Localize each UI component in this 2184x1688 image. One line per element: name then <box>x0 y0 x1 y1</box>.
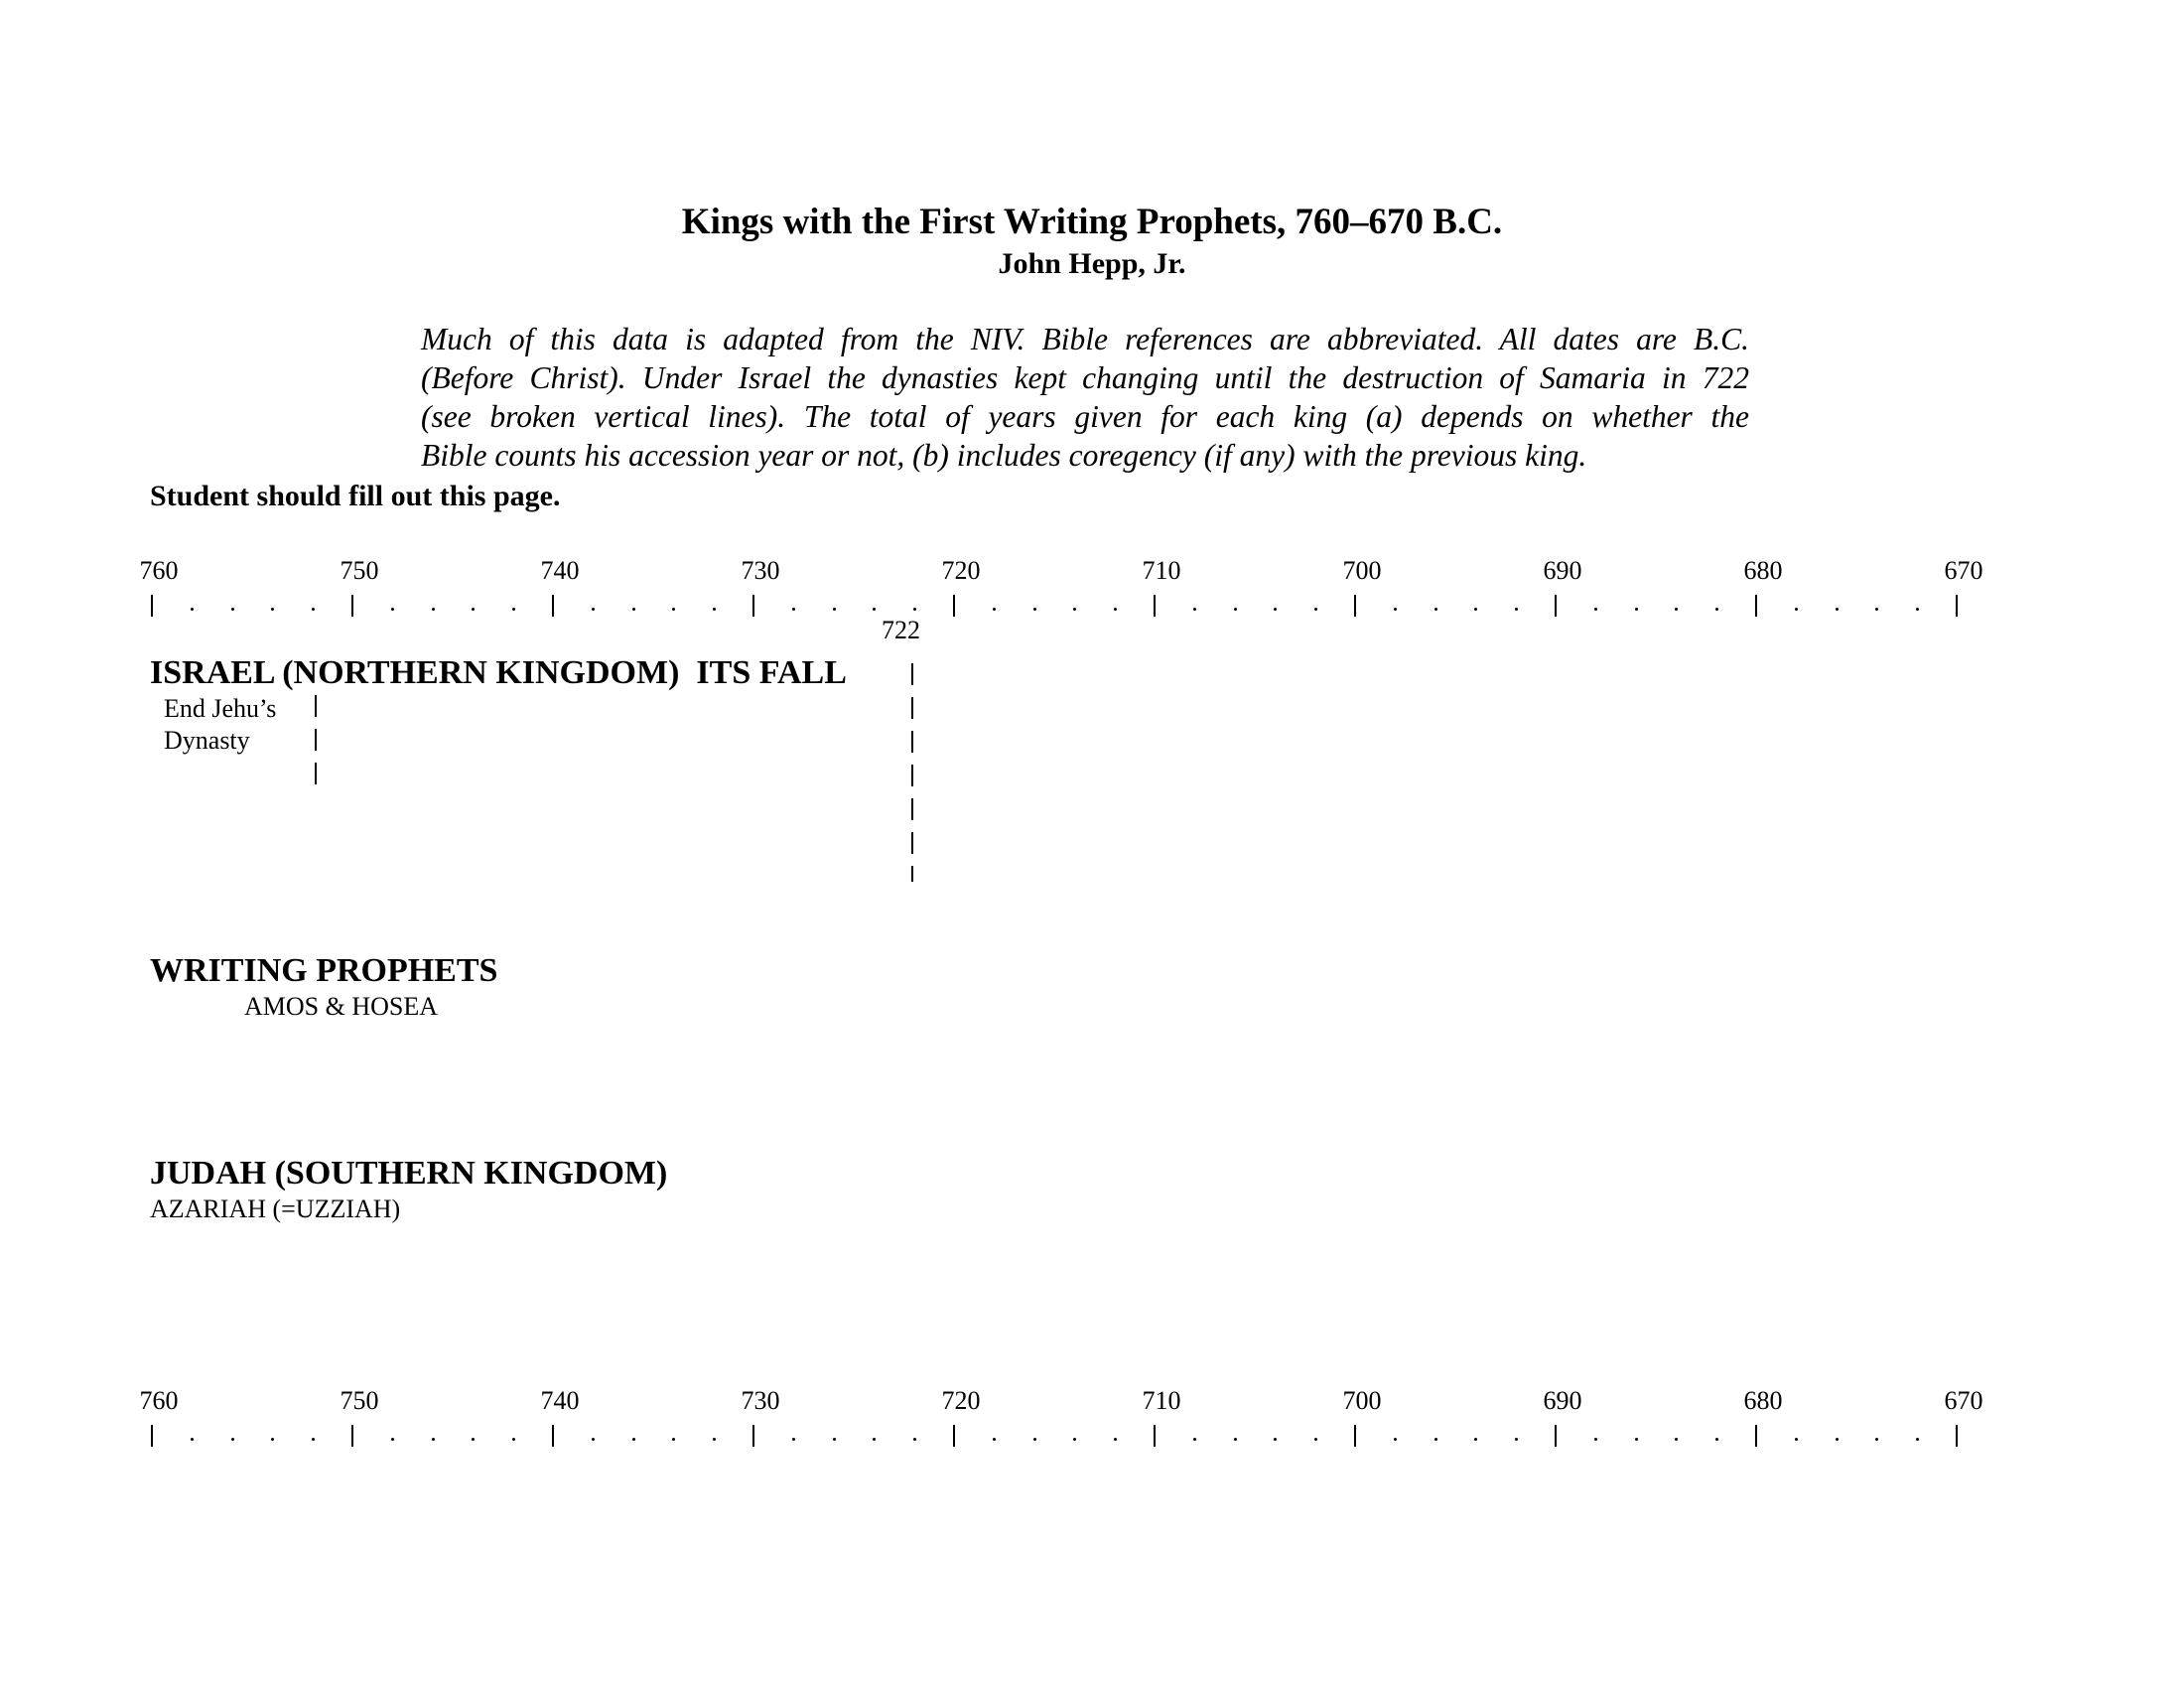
timeline-minor-tick <box>1274 608 1277 611</box>
timeline-minor-tick <box>1515 1438 1518 1441</box>
judah-heading: JUDAH (SOUTHERN KINGDOM) <box>150 1155 668 1192</box>
timeline-minor-tick <box>312 608 315 611</box>
prophets-names: AMOS & HOSEA <box>244 992 439 1021</box>
its-fall-label: ITS FALL <box>696 654 847 691</box>
timeline-minor-tick <box>1394 608 1397 611</box>
timeline-minor-tick <box>993 1438 996 1441</box>
timeline-year-label: 700 <box>1342 556 1382 585</box>
timeline-minor-tick <box>1033 1438 1036 1441</box>
timeline-major-tick <box>552 595 554 617</box>
timeline-minor-tick <box>1434 1438 1437 1441</box>
timeline-minor-tick <box>672 608 675 611</box>
timeline-major-tick <box>1555 595 1557 617</box>
timeline-minor-tick <box>792 1438 795 1441</box>
timeline-major-tick <box>752 595 754 617</box>
timeline-minor-tick <box>231 1438 234 1441</box>
timeline-minor-tick <box>792 608 795 611</box>
timeline-major-tick <box>351 1425 353 1447</box>
timeline-minor-tick <box>1114 1438 1117 1441</box>
israel-heading-text: ISRAEL (NORTHERN KINGDOM) <box>150 654 680 691</box>
timeline-bottom <box>0 1386 2184 1456</box>
timeline-minor-tick <box>512 608 515 611</box>
timeline-minor-tick <box>672 1438 675 1441</box>
intro-line: (see broken vertical lines). The total of years given for each king (a) depends on whether the <box>421 399 1749 434</box>
timeline-minor-tick <box>391 1438 394 1441</box>
timeline-minor-tick <box>1635 1438 1638 1441</box>
timeline-major-tick <box>1354 595 1356 617</box>
timeline-major-tick <box>953 595 955 617</box>
timeline-year-label: 680 <box>1743 556 1783 585</box>
timeline-minor-tick <box>1916 608 1919 611</box>
timeline-major-tick <box>752 1425 754 1447</box>
timeline-year-label: 760 <box>139 1386 179 1415</box>
timeline-minor-tick <box>1073 1438 1076 1441</box>
timeline-year-label: 730 <box>741 1386 780 1415</box>
timeline-minor-tick <box>913 608 916 611</box>
timeline-minor-tick <box>432 608 435 611</box>
timeline-minor-tick <box>1193 608 1196 611</box>
timeline-minor-tick <box>1314 1438 1317 1441</box>
intro-line: Much of this data is adapted from the NIV. Bible references are abbreviated. All dates are B.C. <box>421 322 1749 356</box>
timeline-major-tick <box>151 595 153 617</box>
timeline-minor-tick <box>472 1438 475 1441</box>
timeline-minor-tick <box>231 608 234 611</box>
timeline-minor-tick <box>833 1438 836 1441</box>
timeline-year-label: 710 <box>1142 1386 1181 1415</box>
timeline-minor-tick <box>632 608 635 611</box>
timeline-minor-tick <box>592 1438 595 1441</box>
author-name: John Hepp, Jr. <box>998 247 1186 280</box>
timeline-minor-tick <box>713 1438 716 1441</box>
timeline-year-label: 690 <box>1543 556 1582 585</box>
timeline-major-tick <box>351 595 353 617</box>
timeline-year-label: 720 <box>941 556 981 585</box>
timeline-minor-tick <box>1715 1438 1718 1441</box>
timeline-minor-tick <box>1474 1438 1477 1441</box>
dynasty-end-label-line2: Dynasty <box>164 726 250 755</box>
intro-line: Bible counts his accession year or not, (b) includes coregency (if any) with the previous king. <box>421 438 1587 473</box>
prophets-heading: WRITING PROPHETS <box>150 952 498 989</box>
timeline-minor-tick <box>1114 608 1117 611</box>
timeline-minor-tick <box>1073 608 1076 611</box>
timeline-minor-tick <box>1875 608 1878 611</box>
timeline-major-tick <box>151 1425 153 1447</box>
timeline-minor-tick <box>993 608 996 611</box>
timeline-minor-tick <box>873 1438 876 1441</box>
timeline-minor-tick <box>1234 608 1237 611</box>
timeline-minor-tick <box>1594 1438 1597 1441</box>
timeline-minor-tick <box>191 608 194 611</box>
timeline-minor-tick <box>1715 608 1718 611</box>
timeline-year-label: 750 <box>340 1386 379 1415</box>
timeline-major-tick <box>1154 1425 1156 1447</box>
timeline-minor-tick <box>1795 1438 1798 1441</box>
timeline-minor-tick <box>913 1438 916 1441</box>
timeline-minor-tick <box>592 608 595 611</box>
timeline-minor-tick <box>1434 608 1437 611</box>
timeline-year-label: 740 <box>540 556 580 585</box>
timeline-minor-tick <box>432 1438 435 1441</box>
timeline-year-label: 710 <box>1142 556 1181 585</box>
timeline-minor-tick <box>833 608 836 611</box>
timeline-year-label: 680 <box>1743 1386 1783 1415</box>
timeline-minor-tick <box>1836 608 1839 611</box>
timeline-minor-tick <box>1916 1438 1919 1441</box>
timeline-minor-tick <box>713 608 716 611</box>
timeline-year-label: 730 <box>741 556 780 585</box>
timeline-minor-tick <box>1875 1438 1878 1441</box>
jehu-dynasty-end-line <box>315 695 317 786</box>
timeline-minor-tick <box>1394 1438 1397 1441</box>
timeline-minor-tick <box>1193 1438 1196 1441</box>
timeline-major-tick <box>1354 1425 1356 1447</box>
timeline-minor-tick <box>632 1438 635 1441</box>
timeline-minor-tick <box>271 1438 274 1441</box>
timeline-year-label: 760 <box>139 556 179 585</box>
timeline-minor-tick <box>391 608 394 611</box>
timeline-major-tick <box>1555 1425 1557 1447</box>
timeline-major-tick <box>1154 595 1156 617</box>
dynasty-end-label-line1: End Jehu’s <box>164 694 277 723</box>
timeline-minor-tick <box>1675 608 1678 611</box>
timeline-minor-tick <box>1675 1438 1678 1441</box>
timeline-minor-tick <box>1594 608 1597 611</box>
timeline-major-tick <box>1956 1425 1958 1447</box>
timeline-year-label: 690 <box>1543 1386 1582 1415</box>
timeline-minor-tick <box>1274 1438 1277 1441</box>
judah-king: AZARIAH (=UZZIAH) <box>150 1195 401 1223</box>
timeline-year-label: 720 <box>941 1386 981 1415</box>
timeline-minor-tick <box>873 608 876 611</box>
timeline-major-tick <box>953 1425 955 1447</box>
timeline-minor-tick <box>1033 608 1036 611</box>
timeline-major-tick <box>1956 595 1958 617</box>
timeline-major-tick <box>1755 1425 1757 1447</box>
timeline-minor-tick <box>312 1438 315 1441</box>
intro-paragraph <box>421 320 1749 475</box>
timeline-minor-tick <box>1474 608 1477 611</box>
timeline-minor-tick <box>1836 1438 1839 1441</box>
timeline-major-tick <box>552 1425 554 1447</box>
timeline-major-tick <box>1755 595 1757 617</box>
timeline-minor-tick <box>1635 608 1638 611</box>
fall-of-samaria-line <box>911 663 913 882</box>
timeline-year-label: 670 <box>1944 1386 1983 1415</box>
timeline-minor-tick <box>472 608 475 611</box>
fall-year-label: 722 <box>882 616 920 644</box>
timeline-year-label: 700 <box>1342 1386 1382 1415</box>
israel-heading <box>150 653 847 693</box>
intro-line: (Before Christ). Under Israel the dynasties kept changing until the destruction of Samaria in 722 <box>421 360 1749 395</box>
page-title: Kings with the First Writing Prophets, 760–670 B.C. <box>681 202 1503 242</box>
timeline-year-label: 750 <box>340 556 379 585</box>
student-instruction: Student should fill out this page. <box>150 480 561 512</box>
timeline-minor-tick <box>191 1438 194 1441</box>
timeline-top <box>0 556 2184 626</box>
timeline-minor-tick <box>271 608 274 611</box>
timeline-year-label: 740 <box>540 1386 580 1415</box>
timeline-year-label: 670 <box>1944 556 1983 585</box>
timeline-minor-tick <box>1795 608 1798 611</box>
timeline-minor-tick <box>512 1438 515 1441</box>
timeline-minor-tick <box>1515 608 1518 611</box>
timeline-minor-tick <box>1234 1438 1237 1441</box>
timeline-minor-tick <box>1314 608 1317 611</box>
